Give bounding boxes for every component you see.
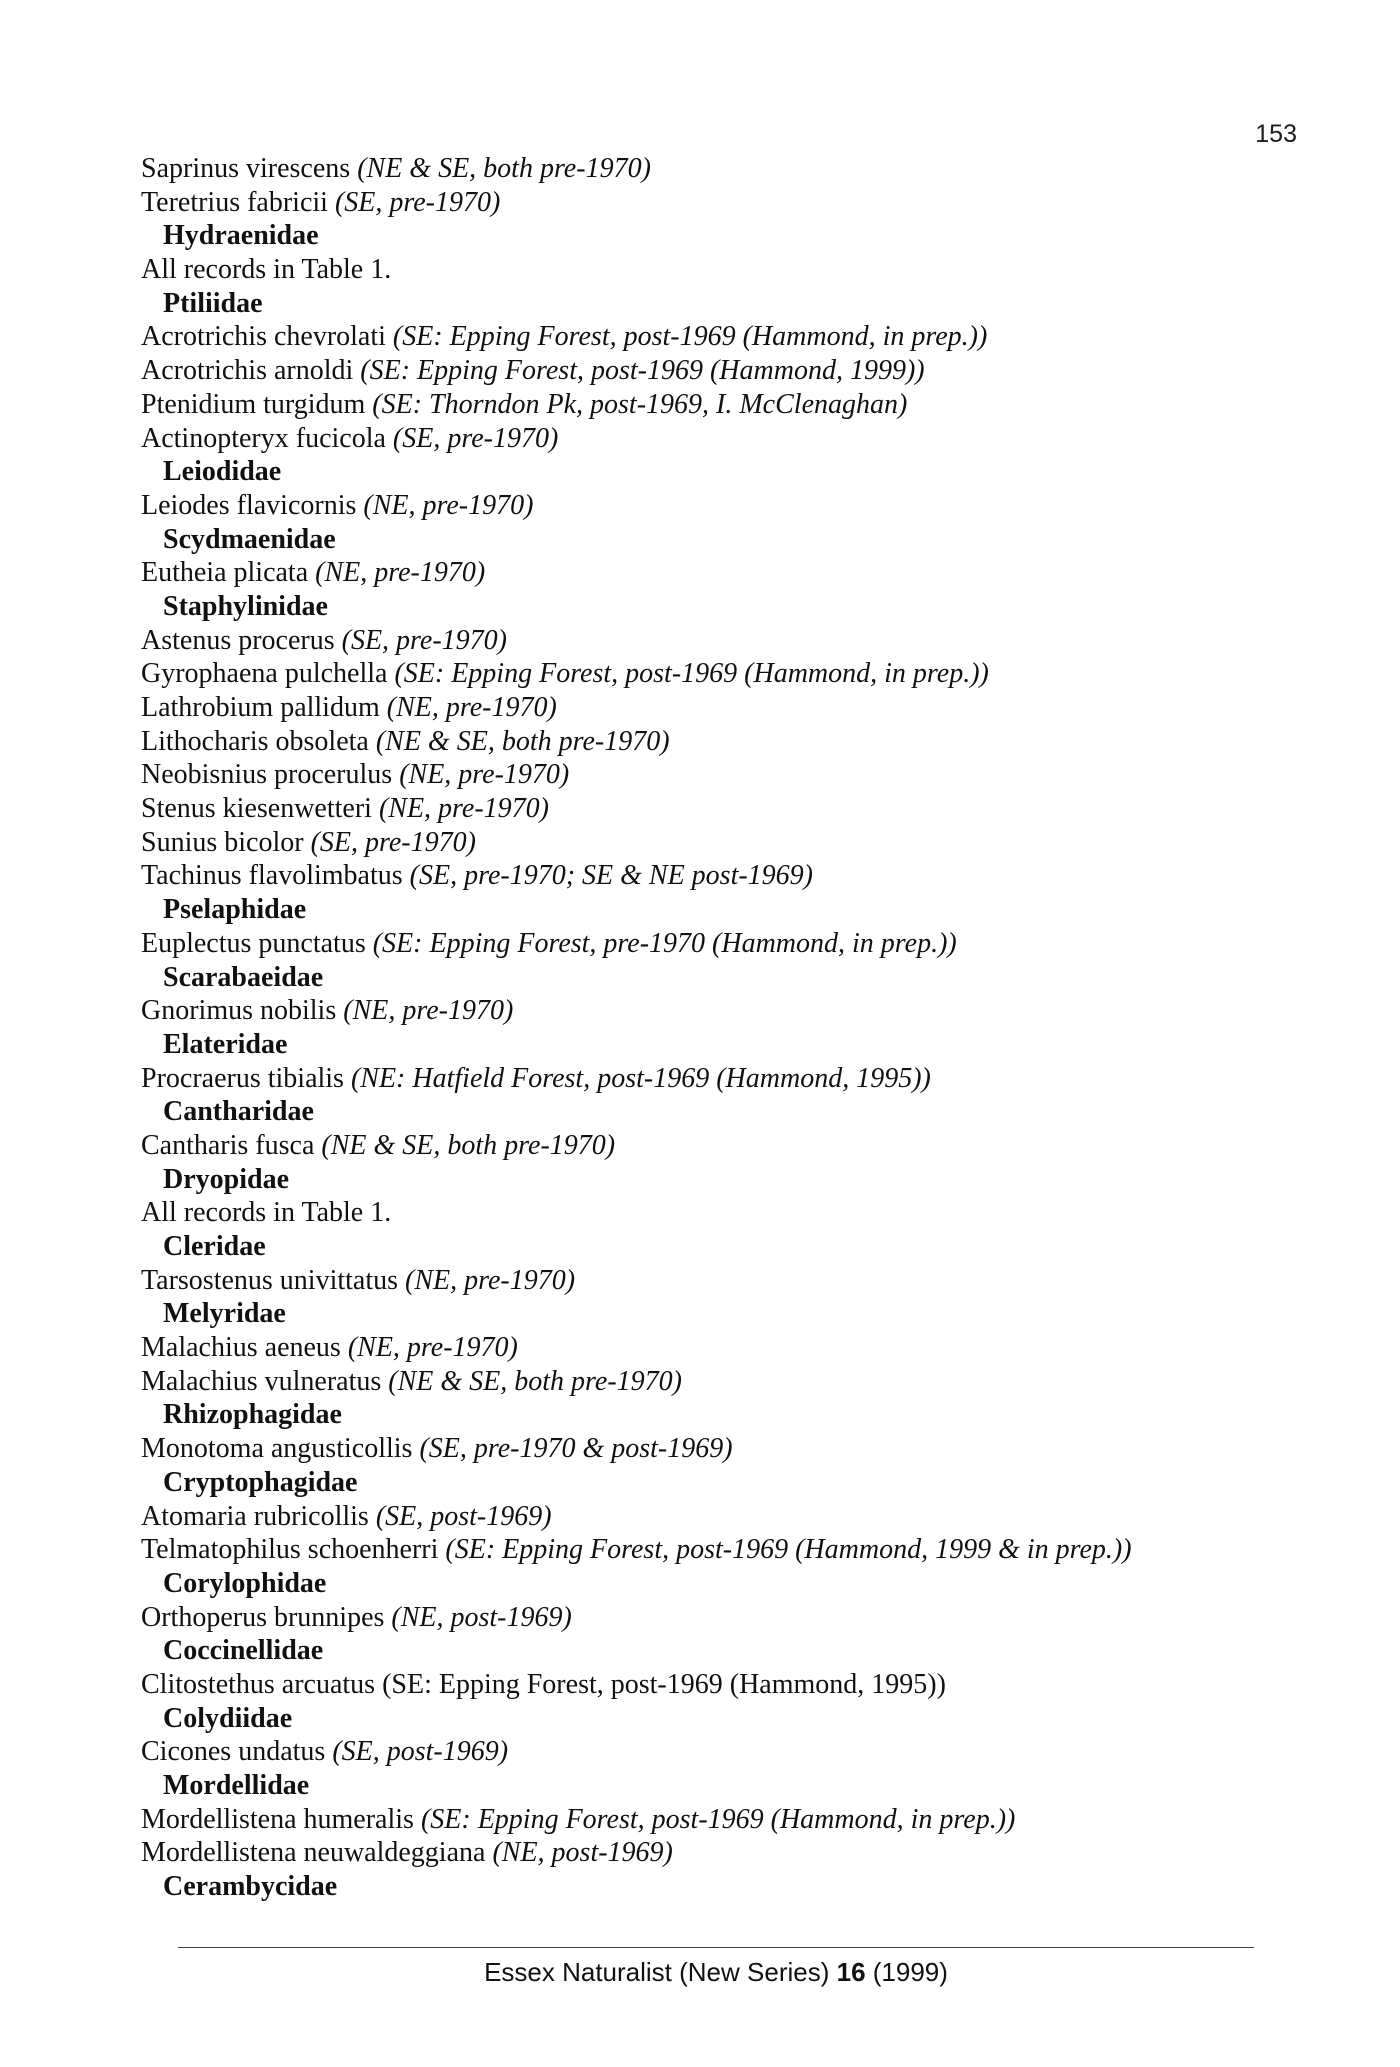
record-note: (NE, pre-1970) [343,995,514,1027]
species-name: Lathrobium pallidum [141,692,380,723]
list-line [141,1803,1291,1837]
family-heading: Elateridae [163,1028,288,1060]
list-line [141,556,1291,590]
record-note: (NE, pre-1970) [386,692,557,723]
species-name: Actinopteryx fucicola [141,422,386,454]
species-name: Mordellistena neuwaldeggiana [141,1837,486,1869]
list-line [141,1365,1291,1399]
list-line [141,354,1291,388]
list-line [141,320,1291,354]
plain-line: All records in Table 1. [141,1197,392,1229]
record-note: (SE: Epping Forest, post-1969 (Hammond, in prep.)) [392,321,988,353]
family-heading: Cryptophagidae [163,1466,358,1498]
species-name: Cicones undatus [141,1736,326,1768]
record-note: (NE, pre-1970) [315,557,486,589]
species-name: Stenus kiesenwetteri [141,793,372,825]
publication-year: (1999) [872,1957,948,1987]
list-line [141,1836,1291,1870]
record-note: (SE: Epping Forest, post-1969 (Hammond, in prep.)) [420,1803,1016,1835]
record-note: (NE, pre-1970) [363,489,534,521]
list-line [141,388,1291,422]
list-line [141,1601,1291,1635]
record-note: (SE: Epping Forest, pre-1970 (Hammond, in prep.)) [372,927,957,959]
record-note: (NE, post-1969) [391,1601,572,1633]
record-note: (SE, post-1969) [375,1500,552,1532]
family-heading: Staphylinidae [163,590,328,622]
list-line [141,1432,1291,1466]
plain-line: All records in Table 1. [141,254,392,286]
list-line [141,725,1291,759]
family-heading: Coccinellidae [163,1635,324,1667]
species-name: Cantharis fusca [141,1129,315,1161]
list-line [141,1129,1291,1163]
list-line [141,691,1291,725]
species-name: Eutheia plicata [141,557,309,589]
record-note: (SE, pre-1970 & post-1969) [419,1433,733,1465]
list-line [141,152,1291,186]
list-line [141,792,1291,826]
family-heading: Melyridae [163,1298,286,1330]
journal-name: Essex Naturalist (New Series) [484,1957,830,1987]
record-note: (NE, pre-1970) [378,793,549,825]
footer-divider [178,1947,1254,1948]
list-line [141,1533,1291,1567]
species-name: Gyrophaena pulchella [141,658,388,690]
species-name: Lithocharis obsoleta [141,725,369,757]
list-line [141,186,1291,220]
species-name: Orthoperus brunnipes [141,1601,385,1633]
record-note: (NE, post-1969) [492,1837,673,1869]
volume-number: 16 [836,1957,866,1987]
record-note: (SE: Epping Forest, post-1969 (Hammond, 1999 & in prep.)) [445,1534,1132,1566]
species-name: Monotoma angusticollis [141,1433,413,1465]
plain-line: Clitostethus arcuatus (SE: Epping Forest, post-1969 (Hammond, 1995)) [141,1668,946,1700]
record-note: (NE & SE, both pre-1970) [357,153,651,184]
record-note: (NE & SE, both pre-1970) [375,725,670,757]
family-heading: Cleridae [163,1231,266,1262]
species-name: Malachius vulneratus [141,1365,382,1397]
family-heading: Dryopidae [163,1163,289,1195]
page-number: 153 [1255,120,1297,148]
family-heading: Scarabaeidae [163,961,324,993]
family-heading: Leiodidae [163,456,282,488]
family-heading: Cerambycidae [163,1871,338,1903]
family-heading: Colydiidae [163,1702,293,1734]
species-name: Tarsostenus univittatus [141,1264,399,1296]
list-line [141,1331,1291,1365]
species-name: Acrotrichis chevrolati [141,321,386,353]
species-name: Telmatophilus schoenherri [141,1534,439,1566]
species-name: Acrotrichis arnoldi [141,355,354,387]
record-note: (SE, post-1969) [332,1736,509,1768]
record-note: (NE: Hatfield Forest, post-1969 (Hammond, 1995)) [350,1062,931,1094]
list-line [141,657,1291,691]
list-line [141,1062,1291,1096]
family-heading: Ptiliidae [163,287,263,319]
family-heading: Mordellidae [163,1770,310,1801]
list-line [141,927,1291,961]
record-note: (SE: Epping Forest, post-1969 (Hammond, 1999)) [360,355,925,387]
family-heading: Rhizophagidae [163,1399,342,1431]
species-name: Saprinus virescens [141,153,351,184]
record-note: (SE: Epping Forest, post-1969 (Hammond, in prep.)) [394,658,989,690]
record-note: (SE, pre-1970) [334,186,501,218]
list-line [141,1500,1291,1534]
record-note: (SE, pre-1970; SE & NE post-1969) [409,860,814,892]
species-list [141,152,1291,1904]
record-note: (SE, pre-1970) [310,826,476,858]
record-note: (NE, pre-1970) [347,1332,518,1364]
species-name: Astenus procerus [141,624,335,656]
list-line [141,758,1291,792]
list-line [141,422,1291,456]
species-name: Neobisnius procerulus [141,759,393,791]
species-name: Euplectus punctatus [141,927,366,959]
species-name: Ptenidium turgidum [141,388,366,420]
record-note: (NE & SE, both pre-1970) [321,1129,616,1161]
page-footer [0,1957,1400,1988]
record-note: (SE, pre-1970) [392,422,559,454]
record-note: (NE, pre-1970) [399,759,570,791]
record-note: (SE: Thorndon Pk, post-1969, I. McClenaghan) [372,388,908,420]
list-line [141,859,1291,893]
species-name: Atomaria rubricollis [141,1500,369,1532]
species-name: Teretrius fabricii [141,186,328,218]
record-note: (NE & SE, both pre-1970) [388,1365,682,1397]
species-name: Sunius bicolor [141,826,304,858]
list-line [141,826,1291,860]
family-heading: Pselaphidae [163,894,307,926]
species-name: Tachinus flavolimbatus [141,860,403,892]
record-note: (NE, pre-1970) [405,1264,576,1296]
species-name: Mordellistena humeralis [141,1803,414,1835]
list-line [141,994,1291,1028]
family-heading: Hydraenidae [163,220,319,252]
list-line [141,1735,1291,1769]
species-name: Procraerus tibialis [141,1062,344,1094]
family-heading: Cantharidae [163,1096,314,1128]
species-name: Gnorimus nobilis [141,995,337,1027]
family-heading: Corylophidae [163,1567,327,1599]
list-line [141,624,1291,658]
species-name: Malachius aeneus [141,1332,341,1364]
species-name: Leiodes flavicornis [141,489,357,521]
list-line [141,489,1291,523]
family-heading: Scydmaenidae [163,523,336,555]
record-note: (SE, pre-1970) [341,624,507,656]
list-line [141,1264,1291,1298]
